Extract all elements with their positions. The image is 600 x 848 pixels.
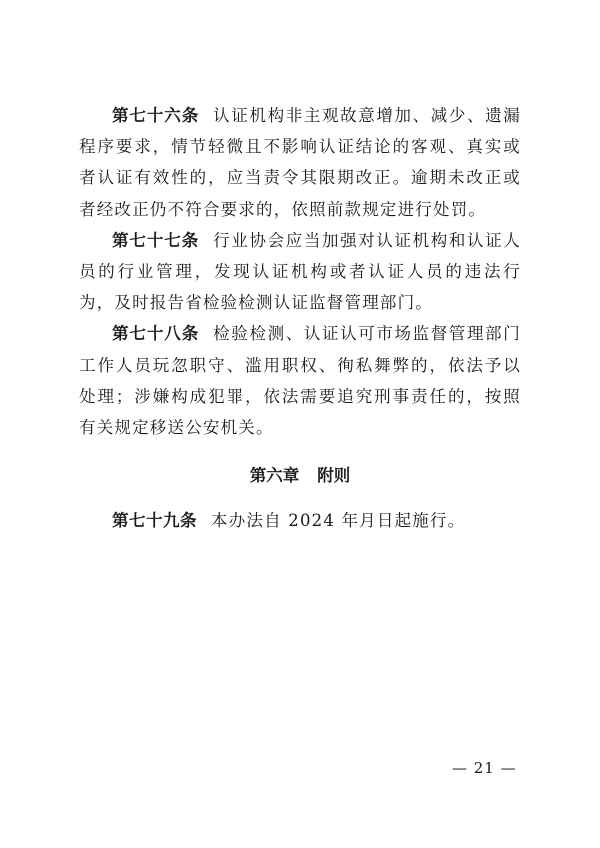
chapter-name: 附则	[317, 466, 351, 486]
article-title: 第七十八条	[112, 324, 200, 344]
article-text: 检验检测、认证认可市场监督管理部门工作人员玩忽职守、滥用职权、徇私舞弊的，依法予以处理；涉嫌构成犯罪，依法需要追究刑事责任的，按照有关规定移送公安机关。	[79, 324, 522, 438]
page-number: — 21 —	[452, 759, 517, 777]
article-76	[79, 100, 521, 225]
article-title: 第七十七条	[112, 230, 200, 250]
document-body	[79, 100, 521, 536]
article-text: 本办法自 2024 年月日起施行。	[211, 511, 466, 531]
article-title: 第七十六条	[112, 106, 200, 125]
article-79	[79, 505, 521, 536]
article-text: 行业协会应当加强对认证机构和认证人员的行业管理，发现认证机构或者认证人员的违法行为，及时报告省检验检测认证监督管理部门。	[79, 230, 522, 313]
article-text: 认证机构非主观故意增加、减少、遗漏程序要求，情节轻微且不影响认证结论的客观、真实或者认证有效性的，应当责令其限期改正。逾期未改正或者经改正仍不符合要求的，依照前款规定进行处罚。	[79, 106, 522, 219]
chapter-number: 第六章	[249, 466, 300, 486]
article-77	[79, 225, 521, 319]
article-78	[79, 318, 521, 443]
article-title: 第七十九条	[112, 511, 197, 531]
chapter-heading	[79, 460, 521, 491]
